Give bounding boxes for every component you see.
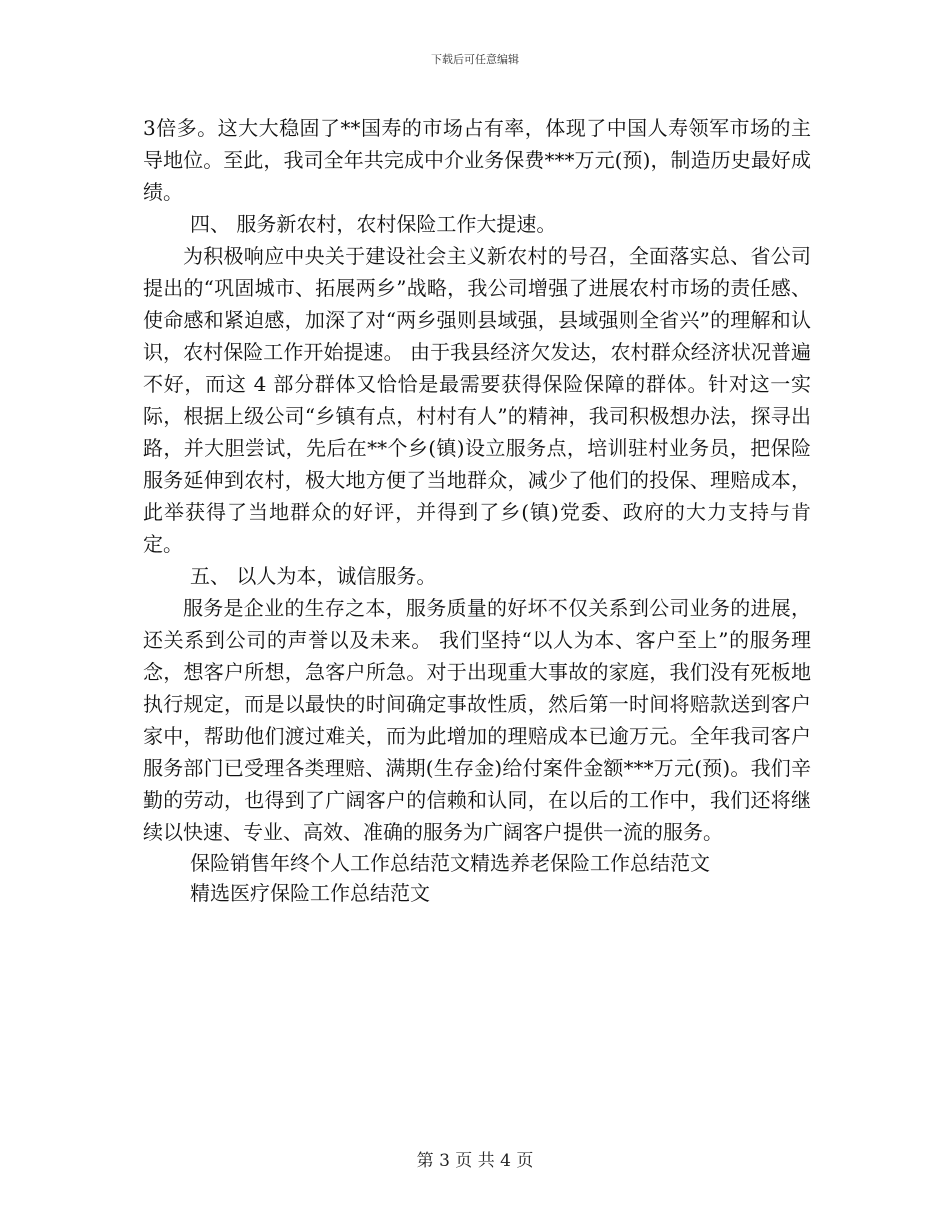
related-article-link-2: 精选医疗保险工作总结范文 (190, 881, 430, 905)
page-header-note: 下载后可任意编辑 (431, 53, 519, 66)
paragraph-continuation: 3倍多。这大大稳固了**国寿的市场占有率，体现了中国人寿领军市场的主导地位。至此，我司全年共完成中介业务保费***万元(预)，制造历史最好成绩。 (143, 116, 811, 204)
section-heading-4: 四、 服务新农村，农村保险工作大提速。 (190, 212, 557, 236)
paragraph-service: 服务是企业的生存之本，服务质量的好坏不仅关系到公司业务的进展，还关系到公司的声誉以及未来。 我们坚持“以人为本、客户至上”的服务理念，想客户所想，急客户所急。对于出现重大事故的家庭，我们没有死板地执行规定，而是以最快的时间确定事故性质，然后第一时间将赔款送到客户家中，帮助他们渡过难关，而为此增加的理赔成本已逾万元。全年我司客户服务部门已受理各类理赔、满期(生存金)给付案件金额***万元(预)。我们辛勤的劳动，也得到了广阔客户的信赖和认同，在以后的工作中，我们还将继续以快速、专业、高效、准确的服务为广阔客户提供一流的服务。 (143, 596, 811, 844)
document-body (143, 112, 811, 908)
page-number-footer: 第 3 页 共 4 页 (416, 1151, 534, 1171)
section-heading-5: 五、 以人为本，诚信服务。 (190, 564, 437, 588)
paragraph-rural-insurance: 为积极响应中央关于建设社会主义新农村的号召，全面落实总、省公司提出的“巩固城市、拓展两乡”战略，我公司增强了进展农村市场的责任感、使命感和紧迫感，加深了对“两乡强则县域强，县域强则全省兴”的理解和认识，农村保险工作开始提速。 由于我县经济欠发达，农村群众经济状况普遍不好，而这 4 部分群体又恰恰是最需要获得保险保障的群体。针对这一实际，根据上级公司“乡镇有点，村村有人”的精神，我司积极想办法，探寻出路，并大胆尝试，先后在**个乡(镇)设立服务点，培训驻村业务员，把保险服务延伸到农村，极大地方便了当地群众，减少了他们的投保、理赔成本，此举获得了当地群众的好评，并得到了乡(镇)党委、政府的大力支持与肯定。 (143, 244, 811, 556)
related-article-link-1: 保险销售年终个人工作总结范文精选养老保险工作总结范文 (190, 851, 710, 875)
